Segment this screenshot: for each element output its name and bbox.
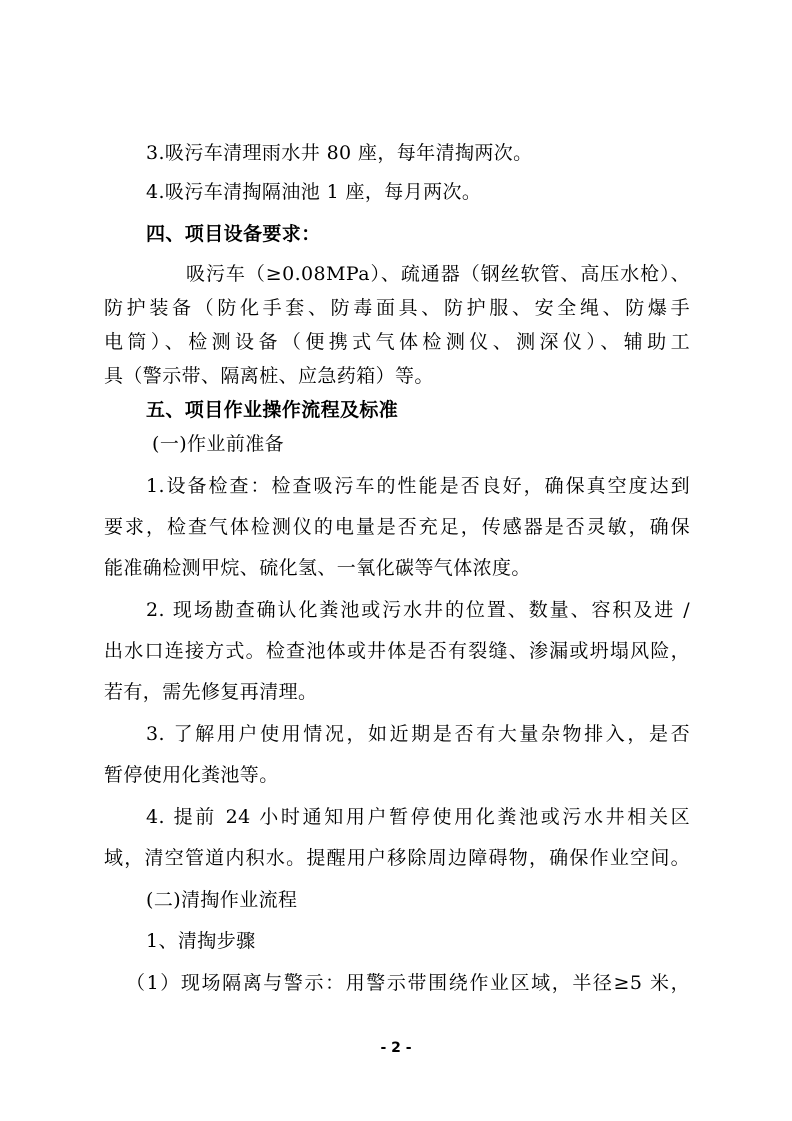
text-line: 出水口连接方式。检查池体或井体是否有裂缝、渗漏或坍塌风险， [104,640,690,662]
text-line: 若有，需先修复再清理。 [104,681,318,703]
text-line: 1、清掏步骤 [146,930,256,952]
text-line: 电筒）、检测设备（便携式气体检测仪、测深仪）、辅助工 [104,331,690,353]
subsection-heading: (一)作业前准备 [152,433,285,455]
subsection-heading: (二)清掏作业流程 [146,889,298,911]
section-heading: 四、项目设备要求： [146,223,321,245]
text-line: 4.吸污车清掏隔油池 1 座，每月两次。 [146,181,482,203]
text-line: 吸污车（≥0.08MPa）、疏通器（钢丝软管、高压水枪）、 [186,263,690,285]
text-line: 2. 现场勘查确认化粪池或污水井的位置、数量、容积及进 / [146,599,690,621]
text-line: 防护装备（防化手套、防毒面具、防护服、安全绳、防爆手 [104,297,690,319]
text-line: 具（警示带、隔离桩、应急药箱）等。 [104,365,434,387]
page-number: - 2 - [380,1040,412,1056]
section-heading: 五、项目作业操作流程及标准 [146,399,399,421]
text-line: 1.设备检查：检查吸污车的性能是否良好，确保真空度达到 [146,475,690,497]
text-line: 暂停使用化粪池等。 [104,764,279,786]
text-line: （1）现场隔离与警示：用警示带围绕作业区域，半径≥5 米， [126,972,690,994]
text-line: 3. 了解用户使用情况，如近期是否有大量杂物排入，是否 [146,723,690,745]
text-line: 4. 提前 24 小时通知用户暂停使用化粪池或污水井相关区 [146,806,690,828]
text-line: 域，清空管道内积水。提醒用户移除周边障碍物，确保作业空间。 [104,847,690,869]
text-line: 要求，检查气体检测仪的电量是否充足，传感器是否灵敏，确保 [104,516,690,538]
text-line: 能准确检测甲烷、硫化氢、一氧化碳等气体浓度。 [104,557,531,579]
text-line: 3.吸污车清理雨水井 80 座，每年清掏两次。 [146,142,533,164]
